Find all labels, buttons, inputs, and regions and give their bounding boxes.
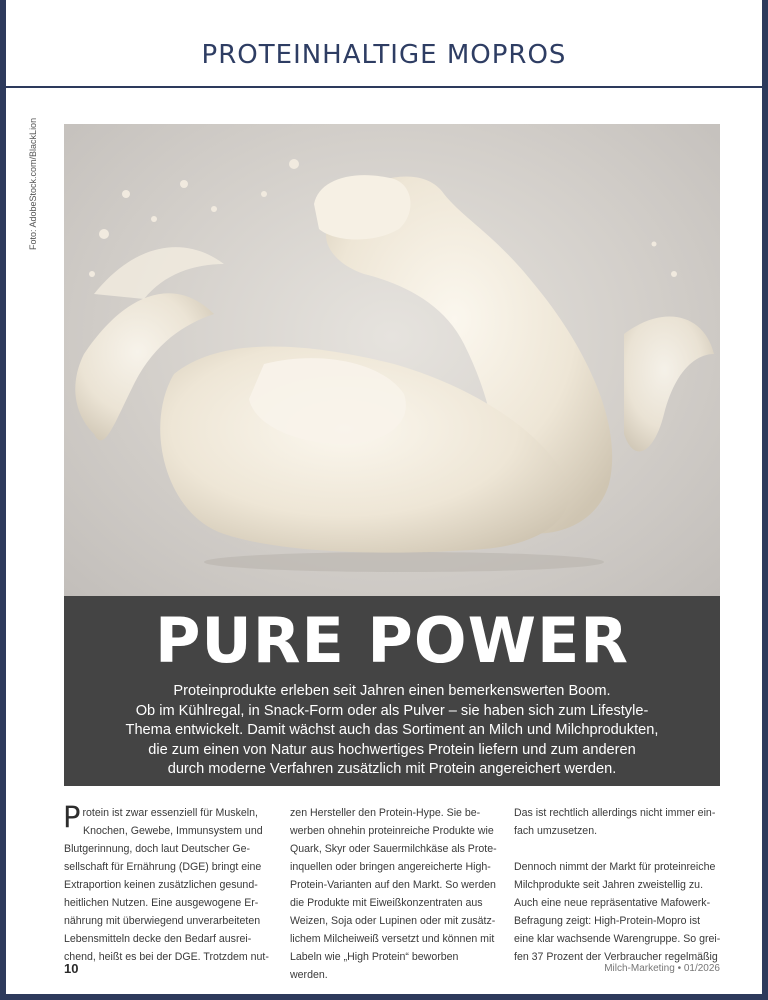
body-line: zen Hersteller den Protein-Hype. Sie be- bbox=[290, 807, 481, 819]
body-line: Das ist rechtlich allerdings nicht immer ein- bbox=[514, 807, 716, 819]
lede-line: Proteinprodukte erleben seit Jahren einen bemerkenswerten Boom. bbox=[173, 683, 611, 699]
body-line: Labeln wie „High Protein“ beworben werden. bbox=[290, 951, 459, 981]
body-line: Knochen, Gewebe, Immunsystem und bbox=[83, 825, 263, 837]
body-line: inquellen oder bringen angereicherte High- bbox=[290, 861, 491, 873]
title-divider bbox=[6, 86, 762, 88]
body-column-3 bbox=[514, 804, 722, 966]
body-line: Weizen, Soja oder Lupinen oder mit zusätz- bbox=[290, 915, 496, 927]
body-line: nährung mit überwiegend unverarbeiteten bbox=[64, 915, 261, 927]
headline-banner bbox=[64, 596, 720, 786]
body-line: die Produkte mit Eiweißkonzentraten aus bbox=[290, 897, 483, 909]
body-column-1 bbox=[63, 800, 272, 966]
body-line: sellschaft für Ernährung (DGE) bringt eine bbox=[64, 861, 262, 873]
hero-image bbox=[64, 124, 720, 596]
body-line: Dennoch nimmt der Markt für proteinreiche bbox=[514, 861, 716, 873]
page-number: 10 bbox=[64, 961, 79, 976]
body-line: Extraportion keinen zusätzlichen gesund- bbox=[64, 879, 258, 891]
lede-line: durch moderne Verfahren zusätzlich mit Protein angereichert werden. bbox=[167, 761, 617, 777]
photo-credit: Foto: AdobeStock.com/BlackLion bbox=[28, 117, 38, 250]
lede-line: die zum einen von Natur aus hochwertiges Protein liefern und zum anderen bbox=[148, 741, 636, 758]
headline: PURE POWER bbox=[154, 604, 630, 677]
body-line: fach umzusetzen. bbox=[514, 825, 598, 837]
body-line: Auch eine neue repräsentative Mafowerk- bbox=[514, 897, 711, 909]
body-line: chend, heißt es bei der DGE. Trotzdem nut- bbox=[64, 951, 269, 963]
body-line: heitlichen Nutzen. Eine ausgewogene Er- bbox=[64, 897, 259, 909]
drop-cap: P bbox=[63, 800, 81, 834]
body-line: werben ohnehin proteinreiche Produkte wie bbox=[290, 825, 494, 837]
lede-line: Thema entwickelt. Damit wächst auch das Sortiment an Milch und Milchprodukten, bbox=[125, 722, 659, 738]
body-line: Quark, Skyr oder Sauermilchkäse als Prote- bbox=[290, 843, 497, 855]
section-title: PROTEINHALTIGE MOPROS bbox=[201, 40, 567, 70]
body-line: fen 37 Prozent der Verbraucher regelmäßig bbox=[514, 951, 718, 963]
body-line: Befragung zeigt: High-Protein-Mopro ist bbox=[514, 915, 701, 927]
publication-footer: Milch-Marketing • 01/2026 bbox=[604, 963, 720, 974]
body-line: Lebensmitteln decke den Bedarf ausrei- bbox=[64, 933, 252, 945]
paragraph-gap bbox=[514, 840, 722, 858]
lede-paragraph bbox=[84, 682, 700, 780]
body-line: Milchprodukte seit Jahren zweistellig zu. bbox=[514, 879, 704, 891]
lede-line: Ob im Kühlregal, in Snack-Form oder als Pulver – sie haben sich zum Lifestyle- bbox=[135, 702, 649, 719]
body-line: Blutgerinnung, doch laut Deutscher Ge- bbox=[64, 843, 251, 855]
body-line: Protein-Varianten auf den Markt. So werden bbox=[290, 879, 496, 891]
body-column-2 bbox=[290, 804, 498, 984]
body-line: lichem Milcheiweiß versetzt und können mit bbox=[290, 933, 495, 945]
body-line: Protein ist zwar essenziell für Muskeln, bbox=[63, 800, 258, 834]
body-line: eine klar wachsende Warengruppe. So grei- bbox=[514, 933, 721, 945]
milk-flexed-arm-illustration bbox=[64, 124, 720, 596]
